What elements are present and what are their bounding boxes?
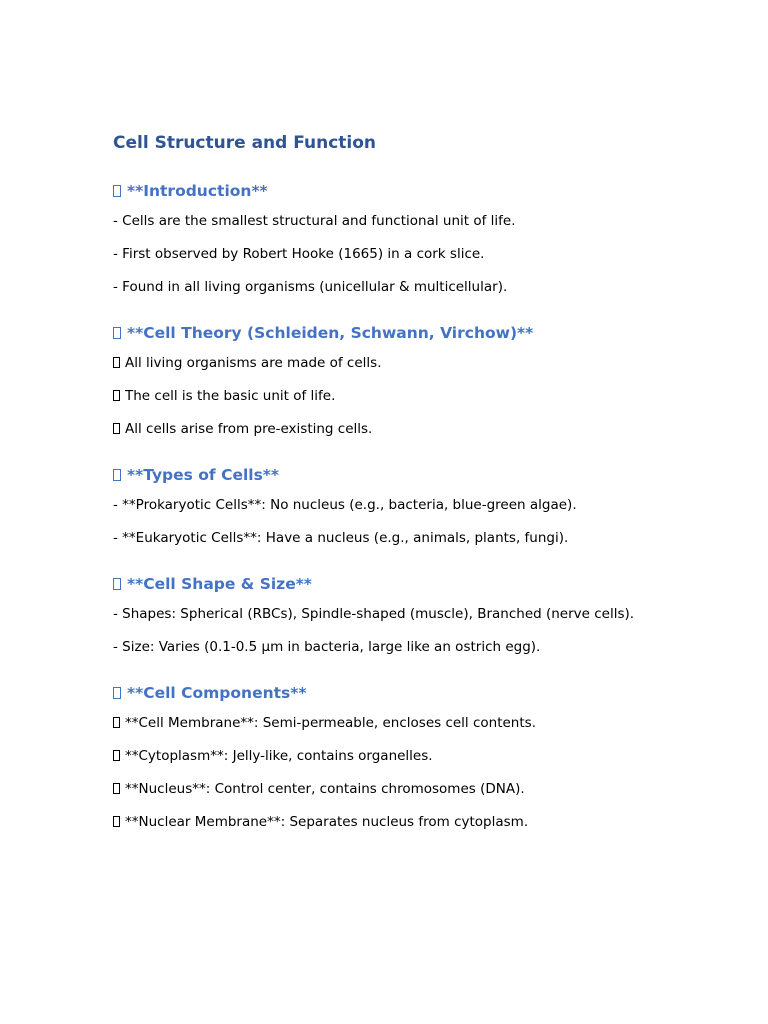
missing-glyph-icon [113,816,120,827]
document-page [113,130,733,845]
section-types-of-cells [113,463,733,561]
paragraph-text: All living organisms are made of cells. [125,355,382,371]
paragraph-text: **Cell Membrane**: Semi-permeable, encloses cell contents. [125,715,536,731]
paragraph-text: The cell is the basic unit of life. [125,388,336,404]
section-heading [113,572,733,596]
paragraph [113,386,733,419]
missing-glyph-icon [113,750,120,761]
paragraph: - Shapes: Spherical (RBCs), Spindle-shaped (muscle), Branched (nerve cells). [113,606,635,622]
paragraph: - First observed by Robert Hooke (1665) in a cork slice. [113,246,485,262]
missing-glyph-icon [113,783,120,794]
section-heading [113,179,733,203]
section-cell-components [113,681,733,845]
section-heading-text: **Cell Shape & Size** [127,575,312,593]
paragraph [113,353,733,386]
paragraph-text: **Nuclear Membrane**: Separates nucleus from cytoplasm. [125,814,529,830]
missing-glyph-icon [113,357,120,368]
paragraph: - **Eukaryotic Cells**: Have a nucleus (e.g., animals, plants, fungi). [113,530,569,546]
missing-glyph-icon [113,423,120,434]
paragraph: - Cells are the smallest structural and functional unit of life. [113,213,516,229]
paragraph [113,419,733,452]
section-heading-text: **Cell Theory (Schleiden, Schwann, Virchow)** [127,324,534,342]
section-heading [113,463,733,487]
section-cell-shape-size [113,572,733,670]
document-title: Cell Structure and Function [113,133,377,153]
section-heading [113,681,733,705]
paragraph-text: All cells arise from pre-existing cells. [125,421,373,437]
missing-glyph-icon [113,717,120,728]
paragraph [113,779,733,812]
missing-glyph-icon [113,469,121,481]
section-cell-theory [113,321,733,452]
missing-glyph-icon [113,185,121,197]
section-heading-text: **Introduction** [127,182,268,200]
paragraph-text: **Nucleus**: Control center, contains chromosomes (DNA). [125,781,525,797]
paragraph: - **Prokaryotic Cells**: No nucleus (e.g., bacteria, blue-green algae). [113,497,577,513]
section-heading [113,321,733,345]
missing-glyph-icon [113,327,121,339]
section-heading-text: **Cell Components** [127,684,307,702]
paragraph [113,713,733,746]
paragraph [113,746,733,779]
section-introduction [113,179,733,310]
paragraph: - Found in all living organisms (unicellular & multicellular). [113,279,508,295]
section-heading-text: **Types of Cells** [127,466,280,484]
paragraph [113,812,733,845]
paragraph-text: **Cytoplasm**: Jelly-like, contains organelles. [125,748,433,764]
missing-glyph-icon [113,578,121,590]
paragraph: - Size: Varies (0.1-0.5 µm in bacteria, large like an ostrich egg). [113,639,541,655]
missing-glyph-icon [113,390,120,401]
missing-glyph-icon [113,687,121,699]
